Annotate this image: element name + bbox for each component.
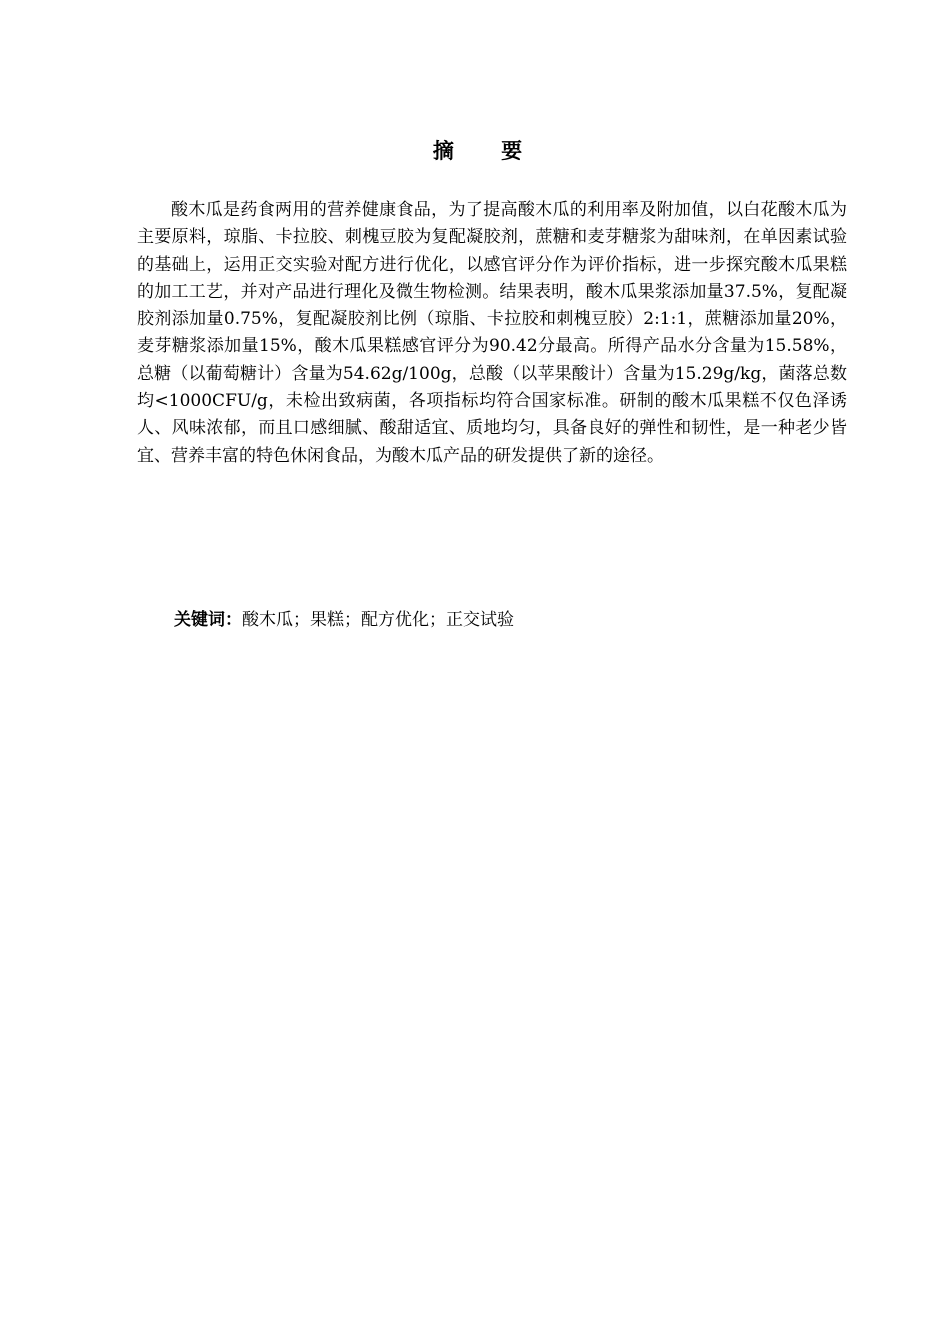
abstract-body: 酸木瓜是药食两用的营养健康食品，为了提高酸木瓜的利用率及附加值，以白花酸木瓜为主要原料，琼脂、卡拉胶、刺槐豆胶为复配凝胶剂，蔗糖和麦芽糖浆为甜味剂，在单因素试验的基础上，运用正交实验对配方进行优化，以感官评分作为评价指标，进一步探究酸木瓜果糕的加工工艺，并对产品进行理化及微生物检测。结果表明，酸木瓜果浆添加量37.5%，复配凝胶剂添加量0.75%，复配凝胶剂比例（琼脂、卡拉胶和刺槐豆胶）2:1:1，蔗糖添加量20%，麦芽糖浆添加量15%，酸木瓜果糕感官评分为90.42分最高。所得产品水分含量为15.58%，总糖（以葡萄糖计）含量为54.62g/100g，总酸（以苹果酸计）含量为15.29g/kg，菌落总数均<1000CFU/g，未检出致病菌，各项指标均符合国家标准。研制的酸木瓜果糕不仅色泽诱人、风味浓郁，而且口感细腻、酸甜适宜、质地均匀，具备良好的弹性和韧性，是一种老少皆宜、营养丰富的特色休闲食品，为酸木瓜产品的研发提供了新的途径。 <box>137 200 847 466</box>
keywords-label: 关键词： <box>174 610 242 630</box>
keywords-list: 酸木瓜；果糕；配方优化；正交试验 <box>242 610 514 630</box>
keywords-line <box>174 607 854 634</box>
abstract-title: 摘 要 <box>432 139 543 163</box>
